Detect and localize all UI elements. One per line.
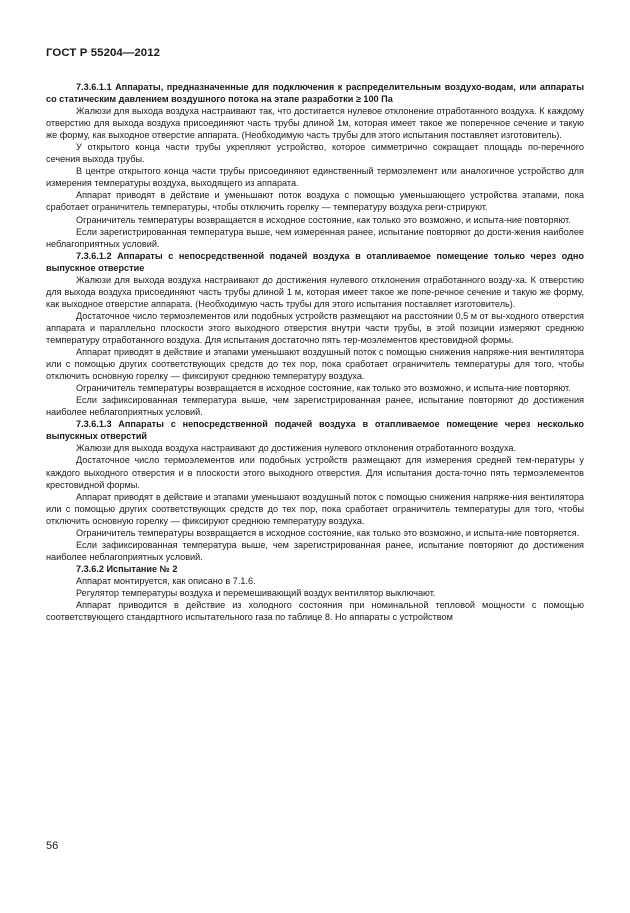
paragraph: Ограничитель температуры возвращается в исходное состояние, как только это возможно, и испыта-ние повторяется. bbox=[76, 527, 580, 538]
section-heading-7-3-6-2: 7.3.6.2 Испытание № 2 bbox=[76, 563, 178, 574]
paragraph: Аппарат приводят в действие и этапами уменьшают воздушный поток с помощью снижения напряже-ния вентилятора или с помощью других соответствующих средств до тех пор, пока сработает ограничитель температуры для того, чтобы отключить основную горелку — фиксируют среднюю температуру воздуха. bbox=[46, 347, 584, 382]
paragraph: Достаточное число термоэлементов или подобных устройств размещают для измерения средней тем-пературы у каждого выходного отверстия и в плоскости этого выходного отверстия. Для испытания доста-точно пять термоэлементов крестовидной формы. bbox=[46, 455, 584, 490]
section-heading-7-3-6-1-1: 7.3.6.1.1 Аппараты, предназначенные для подключения к распределительным воздухо-водам, или аппараты со статическим давлением воздушного потока на этапе разработки ≥ 100 Па bbox=[46, 82, 584, 105]
paragraph: Аппарат монтируется, как описано в 7.1.6. bbox=[76, 575, 256, 586]
paragraph: Если зафиксированная температура выше, чем зарегистрированная ранее, испытание повторяют до достижения наиболее неблагоприятных условий. bbox=[46, 395, 584, 418]
section-heading-7-3-6-1-2: 7.3.6.1.2 Аппараты с непосредственной подачей воздуха в отапливаемое помещение только через одно выпускное отверстие bbox=[46, 250, 584, 273]
document-body bbox=[46, 81, 584, 623]
paragraph: Жалюзи для выхода воздуха настраивают так, что достигается нулевое отклонение отработанного воздуха. К каждому отверстию для выхода воздуха присоединяют часть трубы длиной 1м, которая имеет такое же поперечное сечение и такую же форму, как выходное отверстие аппарата. (Необходимую часть трубы для этого испытания поставляет изготовитель). bbox=[46, 106, 584, 141]
page-number: 56 bbox=[46, 840, 59, 852]
paragraph: Регулятор температуры воздуха и перемешивающий воздух вентилятор выключают. bbox=[76, 587, 436, 598]
section-heading-7-3-6-1-3: 7.3.6.1.3 Аппараты с непосредственной подачей воздуха в отапливаемое помещение через несколько выпускных отверстий bbox=[46, 419, 584, 442]
paragraph: Жалюзи для выхода воздуха настраивают до достижения нулевого отклонения отработанного воздуха. bbox=[76, 443, 517, 454]
paragraph: В центре открытого конца части трубы присоединяют единственный термоэлемент или аналогичное устройство для измерения температуры воздуха, выходящего из аппарата. bbox=[46, 166, 584, 189]
paragraph: Достаточное число термоэлементов или подобных устройств размещают на расстоянии 0,5 м от вы-ходного отверстия аппарата и параллельно плоскости этого выходного отверстия внутри части трубы, в этой позиции измеряют среднюю температуру отработанного воздуха. Для испытания достаточно пять тер-моэлементов крестовидной формы. bbox=[46, 310, 584, 345]
paragraph: Аппарат приводят в действие и уменьшают поток воздуха с помощью уменьшающего устройства этапами, пока сработает ограничитель температуры, чтобы отключить горелку — температуру воздуха реги-стрируют. bbox=[46, 190, 584, 213]
paragraph: Ограничитель температуры возвращается в исходное состояние, как только это возможно, и испыта-ние повторяют. bbox=[76, 214, 571, 225]
paragraph: Ограничитель температуры возвращается в исходное состояние, как только это возможно, и испыта-ние повторяют. bbox=[76, 383, 571, 394]
paragraph: Если зафиксированная температура выше, чем зарегистрированная ранее, испытание повторяют до достижения наиболее неблагоприятных условий. bbox=[46, 539, 584, 562]
paragraph: У открытого конца части трубы укрепляют устройство, которое симметрично сокращает площадь по-перечного сечения выхода трубы. bbox=[46, 142, 584, 165]
paragraph: Жалюзи для выхода воздуха настраивают до достижения нулевого отклонения отработанного возду-ха. К отверстию для выхода воздуха присоединяют часть трубы длиной 1 м, которая имеет такое же попе-речное сечение и такую же форму, как выходное отверстие аппарата. (Необходимую часть трубы для этого испытания поставляет изготовитель). bbox=[46, 274, 584, 309]
paragraph: Аппарат приводится в действие из холодного состояния при номинальной тепловой мощности с помощью соответствующего стандартного испытательного газа по таблице 8. Но аппараты с устройством bbox=[46, 600, 584, 623]
paragraph: Аппарат приводят в действие и этапами уменьшают воздушный поток с помощью снижения напряже-ния вентилятора или с помощью других соответствующих средств до тех пор, пока сработает ограничитель температуры для того, чтобы отключить основную горелку — фиксируют среднюю температуру воздуха. bbox=[46, 491, 584, 526]
paragraph: Если зарегистрированная температура выше, чем измеренная ранее, испытание повторяют до дости-жения наиболее неблагоприятных условий. bbox=[46, 226, 584, 249]
document-header: ГОСТ Р 55204—2012 bbox=[46, 47, 161, 59]
